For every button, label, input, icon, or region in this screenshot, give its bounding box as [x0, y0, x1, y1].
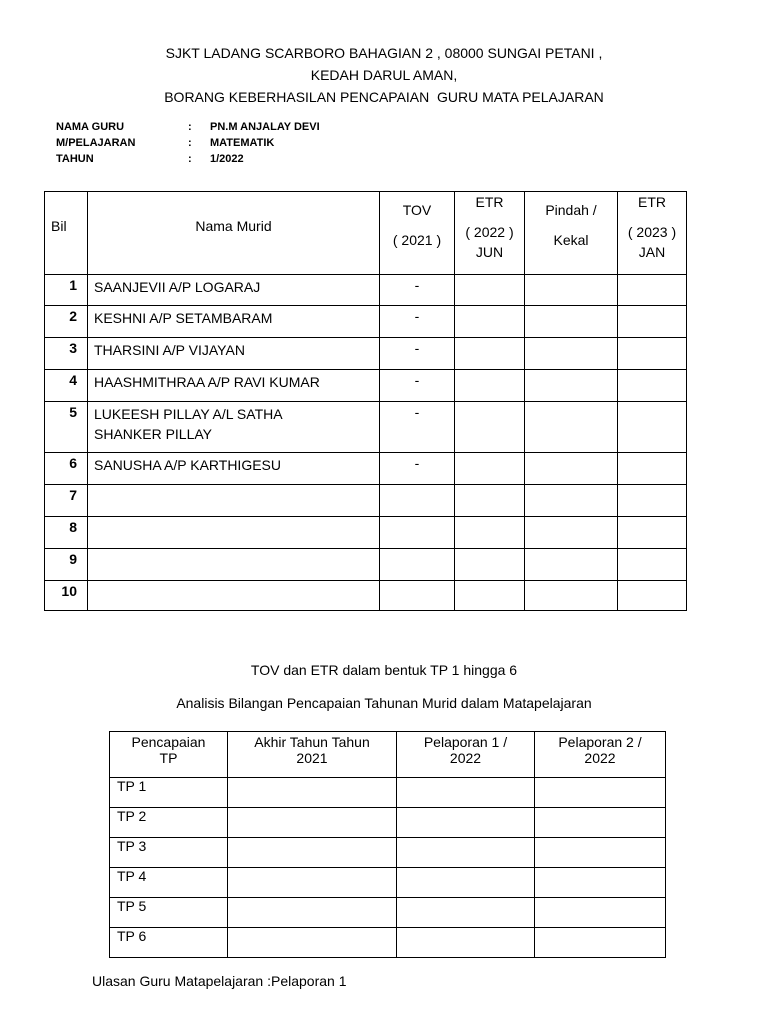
info-label: M/PELAJARAN — [56, 137, 136, 149]
row-name: THARSINI A/P VIJAYAN — [88, 338, 380, 370]
header-pencapaian — [110, 732, 228, 778]
header-pelaporan1-line2: 2022 — [449, 750, 482, 766]
header-etr2-line1: ETR — [638, 194, 666, 210]
summary-table — [109, 731, 666, 958]
row-etr-2023 — [618, 306, 687, 338]
header-tov — [380, 192, 455, 275]
table-row — [45, 581, 687, 611]
row-name-line2: SHANKER PILLAY — [94, 426, 213, 442]
header-etr1-line1: ETR — [475, 194, 504, 210]
row-name — [88, 581, 380, 611]
row-bil: 8 — [45, 517, 88, 549]
cell-akhir-tahun — [228, 778, 397, 808]
row-etr-2022 — [455, 402, 525, 453]
row-etr-2022 — [455, 275, 525, 306]
table-row — [45, 370, 687, 402]
row-tov: - — [380, 370, 455, 402]
tp-label: TP 6 — [110, 928, 228, 958]
row-name: KESHNI A/P SETAMBARAM — [88, 306, 380, 338]
row-pindah-kekal — [525, 402, 618, 453]
header-etr1-line2: ( 2022 ) — [465, 224, 514, 240]
cell-pelaporan-2 — [535, 898, 666, 928]
row-tov: - — [380, 402, 455, 453]
row-etr-2022 — [455, 549, 525, 581]
info-label: TAHUN — [56, 153, 94, 165]
header-pencapaian-line2: TP — [159, 750, 178, 766]
row-pindah-kekal — [525, 581, 618, 611]
header-akhir-line2: 2021 — [296, 750, 328, 766]
header-bil — [45, 192, 88, 275]
analysis-title: Analisis Bilangan Pencapaian Tahunan Murid dalam Matapelajaran — [176, 695, 592, 711]
row-tov — [380, 485, 455, 517]
header-pelaporan2-line2: 2022 — [584, 750, 616, 766]
row-pindah-kekal — [525, 517, 618, 549]
row-etr-2022 — [455, 306, 525, 338]
header-etr2-line3: JAN — [638, 244, 666, 260]
cell-pelaporan-1 — [397, 928, 535, 958]
info-row-year — [56, 151, 320, 167]
row-pindah-kekal — [525, 306, 618, 338]
cell-pelaporan-1 — [397, 868, 535, 898]
table-row — [110, 838, 666, 868]
row-bil: 3 — [45, 338, 88, 370]
info-value: 1/2022 — [210, 153, 244, 165]
teacher-info — [56, 119, 320, 167]
header-etr2-line2: ( 2023 ) — [627, 224, 677, 240]
info-row-subject — [56, 135, 320, 151]
row-etr-2023 — [618, 402, 687, 453]
header-akhir-tahun — [228, 732, 397, 778]
row-pindah-kekal — [525, 275, 618, 306]
header-pindah-kekal — [525, 192, 618, 275]
header-pk-line1: Pindah / — [545, 202, 597, 218]
header-tov-line1: TOV — [402, 202, 432, 218]
row-name — [88, 517, 380, 549]
row-name — [88, 549, 380, 581]
header-pelaporan1-line1: Pelaporan 1 / — [423, 734, 508, 750]
header-tov-line2: ( 2021 ) — [392, 232, 442, 248]
row-bil: 1 — [45, 275, 88, 306]
row-name — [88, 402, 380, 453]
row-etr-2023 — [618, 338, 687, 370]
row-etr-2023 — [618, 370, 687, 402]
tp-label: TP 1 — [110, 778, 228, 808]
row-etr-2023 — [618, 581, 687, 611]
cell-akhir-tahun — [228, 898, 397, 928]
row-tov — [380, 517, 455, 549]
header-akhir-line1: Akhir Tahun Tahun — [254, 734, 370, 750]
row-tov — [380, 581, 455, 611]
header-etr1-line3: JUN — [475, 244, 504, 260]
row-bil: 9 — [45, 549, 88, 581]
header-nama-text: Nama Murid — [195, 218, 272, 234]
cell-pelaporan-1 — [397, 778, 535, 808]
row-tov: - — [380, 275, 455, 306]
table-row — [110, 898, 666, 928]
header-etr-2023 — [618, 192, 687, 275]
school-location: KEDAH DARUL AMAN, — [310, 67, 458, 83]
student-table — [44, 191, 687, 611]
row-etr-2022 — [455, 453, 525, 485]
header-pelaporan2-line1: Pelaporan 2 / — [558, 734, 642, 750]
info-value: PN.M ANJALAY DEVI — [210, 121, 320, 133]
table-row — [110, 808, 666, 838]
header-bil-text: Bil — [51, 218, 67, 234]
table-row — [45, 453, 687, 485]
row-name: SAANJEVII A/P LOGARAJ — [88, 275, 380, 306]
cell-pelaporan-2 — [535, 868, 666, 898]
row-etr-2023 — [618, 275, 687, 306]
table-row — [45, 485, 687, 517]
header-etr-2022 — [455, 192, 525, 275]
row-bil: 10 — [45, 581, 88, 611]
info-label: NAMA GURU — [56, 121, 125, 133]
row-etr-2022 — [455, 517, 525, 549]
cell-akhir-tahun — [228, 928, 397, 958]
row-etr-2023 — [618, 517, 687, 549]
cell-akhir-tahun — [228, 838, 397, 868]
row-name: HAASHMITHRAA A/P RAVI KUMAR — [88, 370, 380, 402]
row-bil: 2 — [45, 306, 88, 338]
tp-label: TP 4 — [110, 868, 228, 898]
table-row — [110, 778, 666, 808]
info-colon: : — [188, 121, 192, 133]
teacher-comment-label: Ulasan Guru Matapelajaran :Pelaporan 1 — [92, 973, 347, 989]
document-header — [0, 42, 768, 108]
row-bil: 6 — [45, 453, 88, 485]
info-colon: : — [188, 137, 192, 149]
row-bil: 5 — [45, 402, 88, 453]
row-etr-2022 — [455, 338, 525, 370]
header-nama — [88, 192, 380, 275]
row-etr-2022 — [455, 485, 525, 517]
row-pindah-kekal — [525, 370, 618, 402]
cell-pelaporan-2 — [535, 838, 666, 868]
row-etr-2023 — [618, 549, 687, 581]
row-name: SANUSHA A/P KARTHIGESU — [88, 453, 380, 485]
info-value: MATEMATIK — [210, 137, 275, 149]
tp-note: TOV dan ETR dalam bentuk TP 1 hingga 6 — [250, 662, 518, 678]
cell-pelaporan-1 — [397, 898, 535, 928]
row-pindah-kekal — [525, 453, 618, 485]
cell-akhir-tahun — [228, 808, 397, 838]
header-pelaporan-1 — [397, 732, 535, 778]
info-row-teacher — [56, 119, 320, 135]
tp-label: TP 3 — [110, 838, 228, 868]
row-tov: - — [380, 306, 455, 338]
cell-pelaporan-2 — [535, 928, 666, 958]
row-etr-2023 — [618, 485, 687, 517]
summary-table-header — [110, 732, 666, 778]
cell-pelaporan-1 — [397, 838, 535, 868]
table-row — [110, 868, 666, 898]
school-name: SJKT LADANG SCARBORO BAHAGIAN 2 , 08000 SUNGAI PETANI , — [165, 45, 603, 61]
header-pelaporan-2 — [535, 732, 666, 778]
cell-pelaporan-1 — [397, 808, 535, 838]
table-row — [45, 275, 687, 306]
table-row — [45, 338, 687, 370]
cell-pelaporan-2 — [535, 808, 666, 838]
row-bil: 7 — [45, 485, 88, 517]
row-etr-2022 — [455, 370, 525, 402]
tp-label: TP 5 — [110, 898, 228, 928]
student-table-header — [45, 192, 687, 275]
table-row — [45, 306, 687, 338]
row-name — [88, 485, 380, 517]
row-pindah-kekal — [525, 485, 618, 517]
row-pindah-kekal — [525, 338, 618, 370]
info-colon: : — [188, 153, 192, 165]
cell-pelaporan-2 — [535, 778, 666, 808]
header-pencapaian-line1: Pencapaian — [131, 734, 206, 750]
header-pk-line2: Kekal — [553, 232, 589, 248]
table-row — [45, 517, 687, 549]
row-tov — [380, 549, 455, 581]
row-pindah-kekal — [525, 549, 618, 581]
table-row — [110, 928, 666, 958]
cell-akhir-tahun — [228, 868, 397, 898]
row-tov: - — [380, 338, 455, 370]
form-title: BORANG KEBERHASILAN PENCAPAIAN GURU MATA PELAJARAN — [164, 89, 604, 105]
row-etr-2022 — [455, 581, 525, 611]
row-name-line1: LUKEESH PILLAY A/L SATHA — [94, 406, 283, 422]
table-row — [45, 402, 687, 453]
tp-label: TP 2 — [110, 808, 228, 838]
table-row — [45, 549, 687, 581]
row-etr-2023 — [618, 453, 687, 485]
row-tov: - — [380, 453, 455, 485]
row-bil: 4 — [45, 370, 88, 402]
